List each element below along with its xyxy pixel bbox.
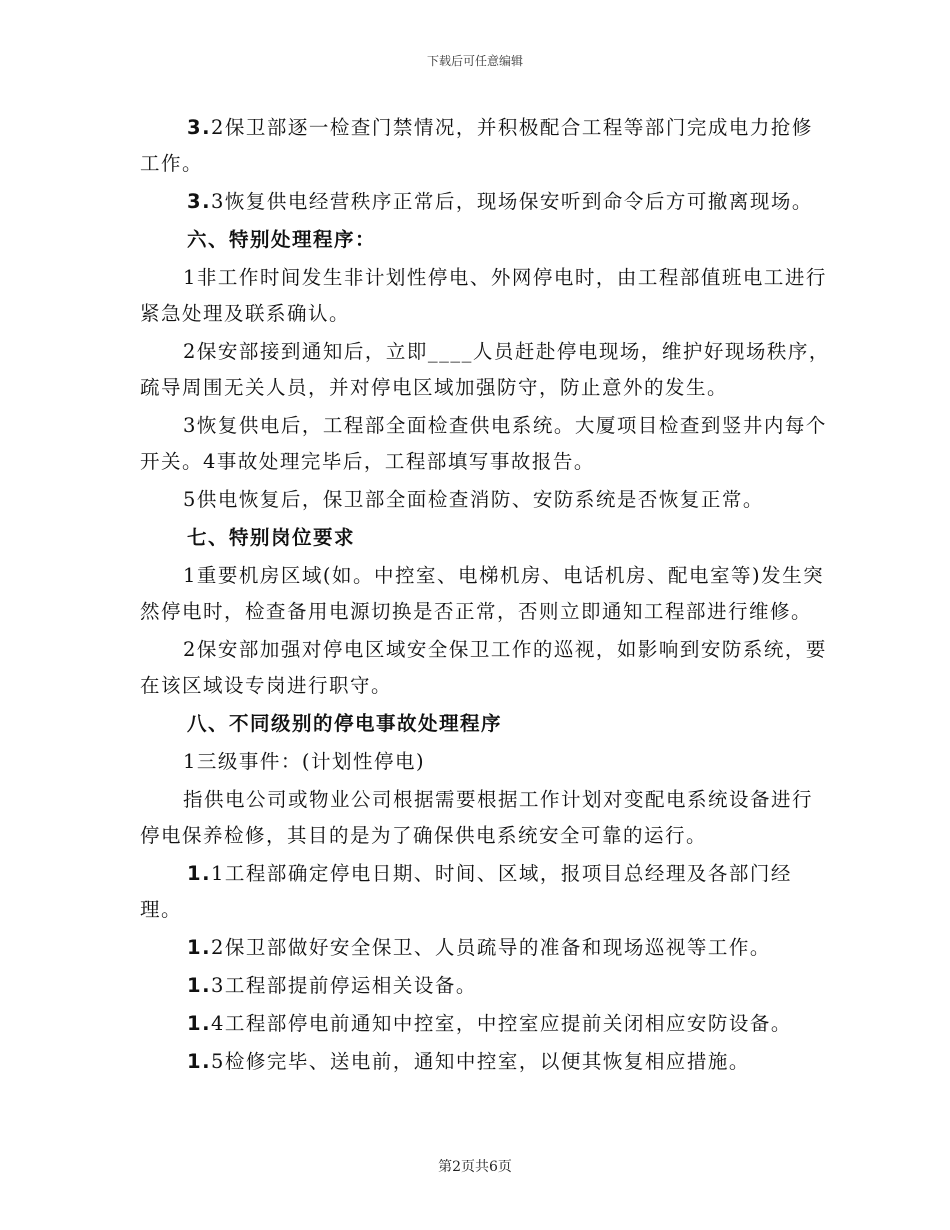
paragraph-text: 2保卫部逐一检查门禁情况，并积极配合工程等部门完成电力抢修工作。 [140, 116, 813, 175]
paragraph-text: 2保卫部做好安全保卫、人员疏导的准备和现场巡视等工作。 [210, 936, 771, 959]
paragraph-8-definition: 指供电公司或物业公司根据需要根据工作计划对变配电系统设备进行停电保养检修，其目的是为了确保供电系统安全可靠的运行。 [140, 788, 814, 847]
paragraph-text: 3恢复供电经营秩序正常后，现场保安听到命令后方可撤离现场。 [210, 190, 813, 213]
paragraph-1-3 [140, 968, 830, 1004]
heading-section-8: 八、不同级别的停电事故处理程序 [187, 712, 503, 735]
paragraph-8-1: 1三级事件：(计划性停电) [183, 750, 426, 773]
paragraph-text: 3工程部提前停运相关设备。 [210, 974, 477, 997]
section-number: 3. [187, 116, 211, 139]
paragraph-text: 5检修完毕、送电前，通知中控室，以便其恢复相应措施。 [210, 1050, 750, 1073]
paragraph-3-3 [140, 184, 830, 220]
section-number: 3. [187, 190, 211, 213]
page-header: 下载后可任意编辑 [426, 54, 523, 68]
paragraph-text: 4工程部停电前通知中控室，中控室应提前关闭相应安防设备。 [210, 1012, 792, 1035]
paragraph-text: 1工程部确定停电日期、时间、区域，报项目总经理及各部门经理。 [140, 862, 792, 921]
section-number: 1. [187, 974, 211, 997]
paragraph-1-5 [140, 1044, 830, 1080]
heading-section-6: 六、特别处理程序： [187, 228, 377, 251]
paragraph-6-5: 5供电恢复后，保卫部全面检查消防、安防系统是否恢复正常。 [183, 488, 764, 511]
section-number: 1. [187, 1012, 211, 1035]
section-number: 1. [187, 936, 211, 959]
document-body [140, 110, 830, 1082]
paragraph-6-2: 2保安部接到通知后，立即____人员赶赴停电现场，维护好现场秩序，疏导周围无关人员，并对停电区域加强防守，防止意外的发生。 [140, 340, 830, 399]
paragraph-6-3: 3恢复供电后，工程部全面检查供电系统。大厦项目检查到竖井内每个开关。4事故处理完毕后，工程部填写事故报告。 [140, 414, 827, 473]
paragraph-3-2 [140, 110, 830, 182]
heading-section-7: 七、特别岗位要求 [187, 526, 356, 549]
paragraph-7-2: 2保安部加强对停电区域安全保卫工作的巡视，如影响到安防系统，要在该区域设专岗进行职守。 [140, 638, 827, 697]
paragraph-1-2 [140, 930, 830, 966]
section-number: 1. [187, 1050, 211, 1073]
paragraph-6-1: 1非工作时间发生非计划性停电、外网停电时，由工程部值班电工进行紧急处理及联系确认。 [140, 266, 827, 325]
paragraph-1-1 [140, 856, 830, 928]
paragraph-1-4 [140, 1006, 830, 1042]
section-number: 1. [187, 862, 211, 885]
page-footer: 第2页共6页 [438, 1159, 512, 1175]
paragraph-7-1: 1重要机房区域(如。中控室、电梯机房、电话机房、配电室等)发生突然停电时，检查备用电源切换是否正常，否则立即通知工程部进行维修。 [140, 564, 825, 623]
